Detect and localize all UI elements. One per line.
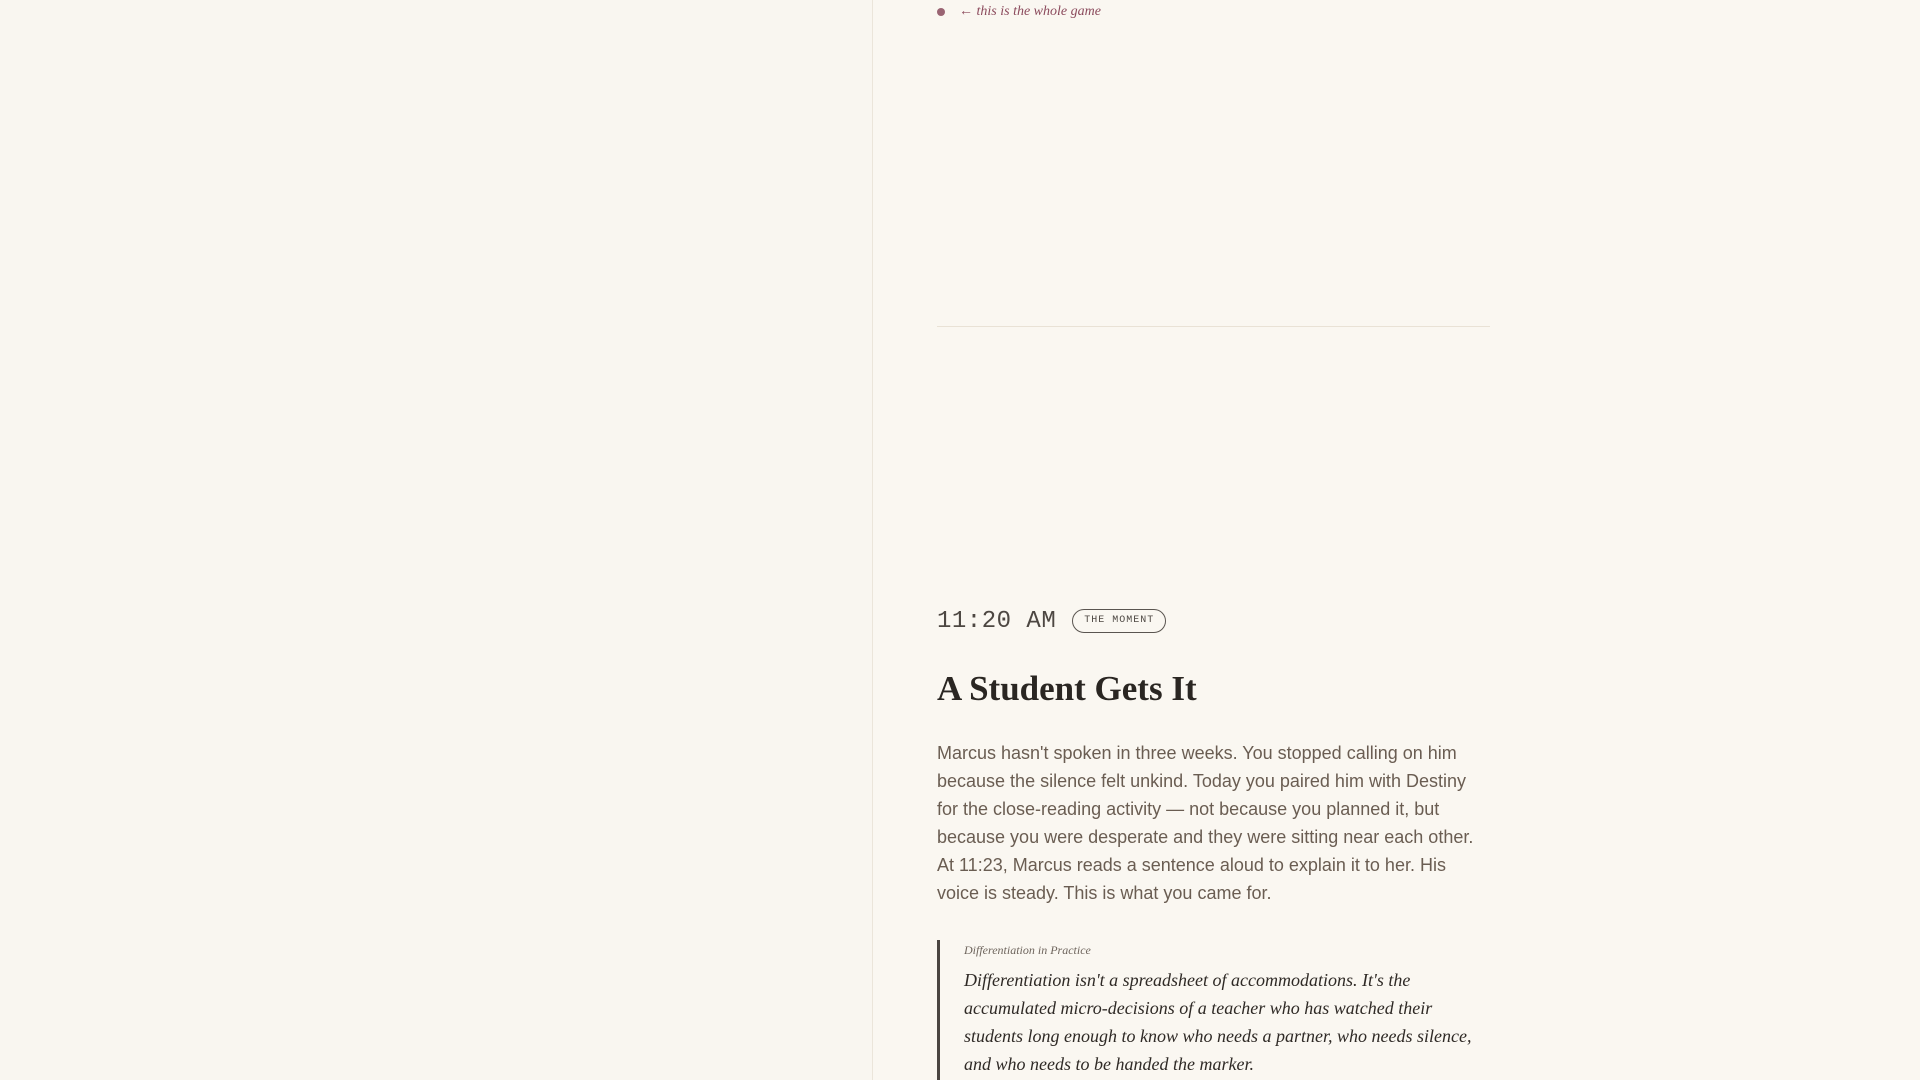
section-body: Marcus hasn't spoken in three weeks. You stopped calling on him because the silence felt unkind. Today you paired him with Destiny for the close-reading activity — not because you planned it, but because you were desperate and they were sitting near each other. At 11:23, Marcus reads a sentence aloud to explain it to her. His voice is steady. This is what you came for. (937, 743, 1474, 903)
section-divider (937, 326, 1490, 327)
section-header (937, 606, 1166, 636)
quote-label: Differentiation in Practice (964, 943, 1091, 957)
section-title: A Student Gets It (937, 669, 1197, 708)
bullet-dot-icon (937, 8, 945, 16)
moment-badge: THE MOMENT (1072, 609, 1166, 633)
main-content (937, 0, 1490, 1080)
quote-text: Differentiation isn't a spreadsheet of accommodations. It's the accumulated micro-decisions of a teacher who has watched their students long enough to know who needs a partner, who needs silence, and who needs to be handed the marker. (964, 970, 1472, 1074)
annotation-item (937, 4, 1101, 20)
annotation-text: ← this is the whole game (959, 4, 1101, 19)
pull-quote (937, 940, 1490, 1080)
section-time: 11:20 AM (937, 607, 1057, 635)
left-panel (0, 0, 873, 1080)
